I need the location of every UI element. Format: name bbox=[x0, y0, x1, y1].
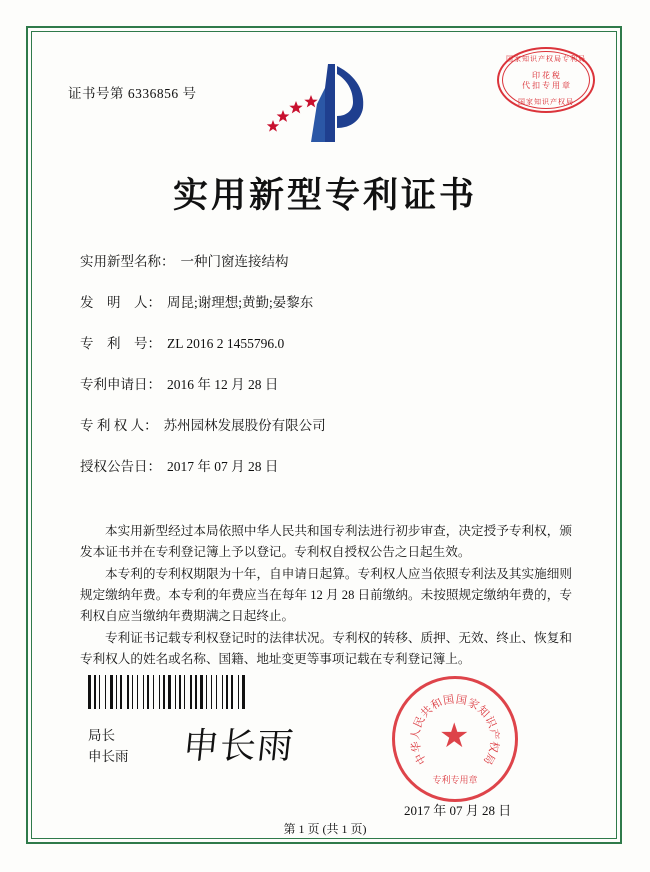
seal-ring-char: 知 bbox=[474, 703, 492, 721]
cnipa-logo bbox=[265, 58, 385, 148]
seal-ring-char: 人 bbox=[409, 728, 423, 741]
barcode-bar bbox=[179, 675, 181, 709]
barcode-bar bbox=[242, 675, 245, 709]
seal-center-text bbox=[497, 71, 595, 91]
barcode-bar bbox=[206, 675, 207, 709]
barcode-bar bbox=[231, 675, 233, 709]
seal-text bbox=[497, 47, 595, 113]
field-label: 专 利 权 人： bbox=[80, 418, 158, 433]
paragraph-3: 专利证书记载专利权登记时的法律状况。专利权的转移、质押、无效、终止、恢复和专利权人的姓名或名称、国籍、地址变更等事项记载在专利登记簿上。 bbox=[80, 631, 572, 666]
seal-ring-char: 华 bbox=[409, 740, 424, 754]
barcode-bar bbox=[226, 675, 228, 709]
barcode-bar bbox=[163, 675, 165, 709]
barcode-bar bbox=[147, 675, 149, 709]
field-row-application-date bbox=[80, 373, 580, 393]
barcode-bar bbox=[175, 675, 176, 709]
field-value: 2017 年 07 月 28 日 bbox=[167, 459, 279, 474]
barcode-bar bbox=[88, 675, 91, 709]
seal-center-line-1: 印 花 税 bbox=[532, 71, 560, 80]
barcode-bar bbox=[132, 675, 133, 709]
barcode-bar bbox=[200, 675, 203, 709]
page-footer: 第 1 页 (共 1 页) bbox=[283, 822, 367, 836]
seal-arc-bottom-text: 国家知识产权局 bbox=[518, 98, 574, 106]
seal-center-line-2: 代 扣 专 用 章 bbox=[522, 81, 570, 90]
seal-ring-char: 局 bbox=[480, 750, 497, 767]
paragraph-1: 本实用新型经过本局依照中华人民共和国专利法进行初步审查，决定授予专利权，颁发本证书并在专利登记簿上予以登记。专利权自授权公告之日起生效。 bbox=[80, 524, 572, 559]
barcode-bar bbox=[184, 675, 185, 709]
field-value: 苏州园林发展股份有限公司 bbox=[163, 418, 326, 433]
seal-ring-char: 民 bbox=[411, 714, 428, 730]
seal-ring-char: 产 bbox=[487, 728, 501, 741]
body-text bbox=[80, 521, 572, 671]
barcode-bar bbox=[153, 675, 154, 709]
paragraph-2: 本专利的专利权期限为十年，自申请日起算。专利权人应当依照专利法及其实施细则规定缴纳年费。本专利的年费应当在每年 12 月 28 日前缴纳。未按照规定缴纳年费的，专利权自应当缴纳年费期满之日起终止。 bbox=[80, 567, 572, 623]
director-label: 局长 bbox=[88, 728, 115, 743]
seal-ring-char: 识 bbox=[482, 714, 499, 730]
field-list bbox=[80, 250, 580, 496]
field-value: 周昆;谢理想;黄勤;晏黎东 bbox=[167, 295, 314, 310]
field-row-announcement-date bbox=[80, 455, 580, 475]
director-signature: 申长雨 bbox=[180, 726, 297, 766]
barcode-bar bbox=[143, 675, 144, 709]
barcode-bar bbox=[190, 675, 192, 709]
barcode-bar bbox=[127, 675, 129, 709]
field-row-patentee bbox=[80, 414, 580, 434]
barcode-bar bbox=[159, 675, 160, 709]
barcode-bar bbox=[105, 675, 106, 709]
field-label: 实用新型名称： bbox=[80, 254, 175, 269]
barcode-bar bbox=[116, 675, 117, 709]
seal-ring-char: 共 bbox=[418, 703, 436, 721]
seal-ring-char: 和 bbox=[429, 696, 445, 713]
field-row-utility-model-name bbox=[80, 250, 580, 270]
field-label: 授权公告日： bbox=[80, 459, 161, 474]
barcode-bar bbox=[94, 675, 96, 709]
seal-ring-char: 权 bbox=[486, 740, 501, 754]
issue-date: 2017 年 07 月 28 日 bbox=[404, 803, 512, 818]
barcode bbox=[88, 675, 263, 709]
barcode-bar bbox=[110, 675, 113, 709]
field-value: 2016 年 12 月 28 日 bbox=[167, 377, 279, 392]
seal-ring-char: 国 bbox=[454, 693, 468, 708]
seal-ring-char: 家 bbox=[465, 696, 481, 713]
barcode-bar bbox=[168, 675, 171, 709]
barcode-bar bbox=[99, 675, 100, 709]
field-value: ZL 2016 2 1455796.0 bbox=[167, 336, 285, 351]
seal-ring-char: 中 bbox=[413, 750, 430, 767]
certificate-number: 证书号第 6336856 号 bbox=[68, 86, 197, 101]
field-label: 专利申请日： bbox=[80, 377, 161, 392]
barcode-bar bbox=[222, 675, 223, 709]
field-value: 一种门窗连接结构 bbox=[180, 254, 289, 269]
field-label: 专 利 号： bbox=[80, 336, 161, 351]
tax-stamp-seal bbox=[497, 47, 595, 113]
field-row-inventors bbox=[80, 291, 580, 311]
barcode-bar bbox=[216, 675, 217, 709]
field-label: 发 明 人： bbox=[80, 295, 161, 310]
seal-star-icon: ★ bbox=[439, 718, 470, 755]
director-name: 申长雨 bbox=[88, 749, 129, 764]
official-round-seal bbox=[392, 676, 518, 802]
barcode-bar bbox=[137, 675, 138, 709]
field-row-patent-number bbox=[80, 332, 580, 352]
barcode-bar bbox=[120, 675, 122, 709]
seal-bottom-text: 专利专用章 bbox=[432, 775, 478, 785]
barcode-bar bbox=[195, 675, 197, 709]
barcode-bar bbox=[238, 675, 239, 709]
seal-arc-top-text: 国家知识产权局专利局 bbox=[506, 55, 586, 63]
director-block bbox=[88, 725, 129, 767]
barcode-bar bbox=[211, 675, 212, 709]
seal-ring-char: 国 bbox=[442, 693, 456, 708]
page-title: 实用新型专利证书 bbox=[172, 176, 477, 215]
